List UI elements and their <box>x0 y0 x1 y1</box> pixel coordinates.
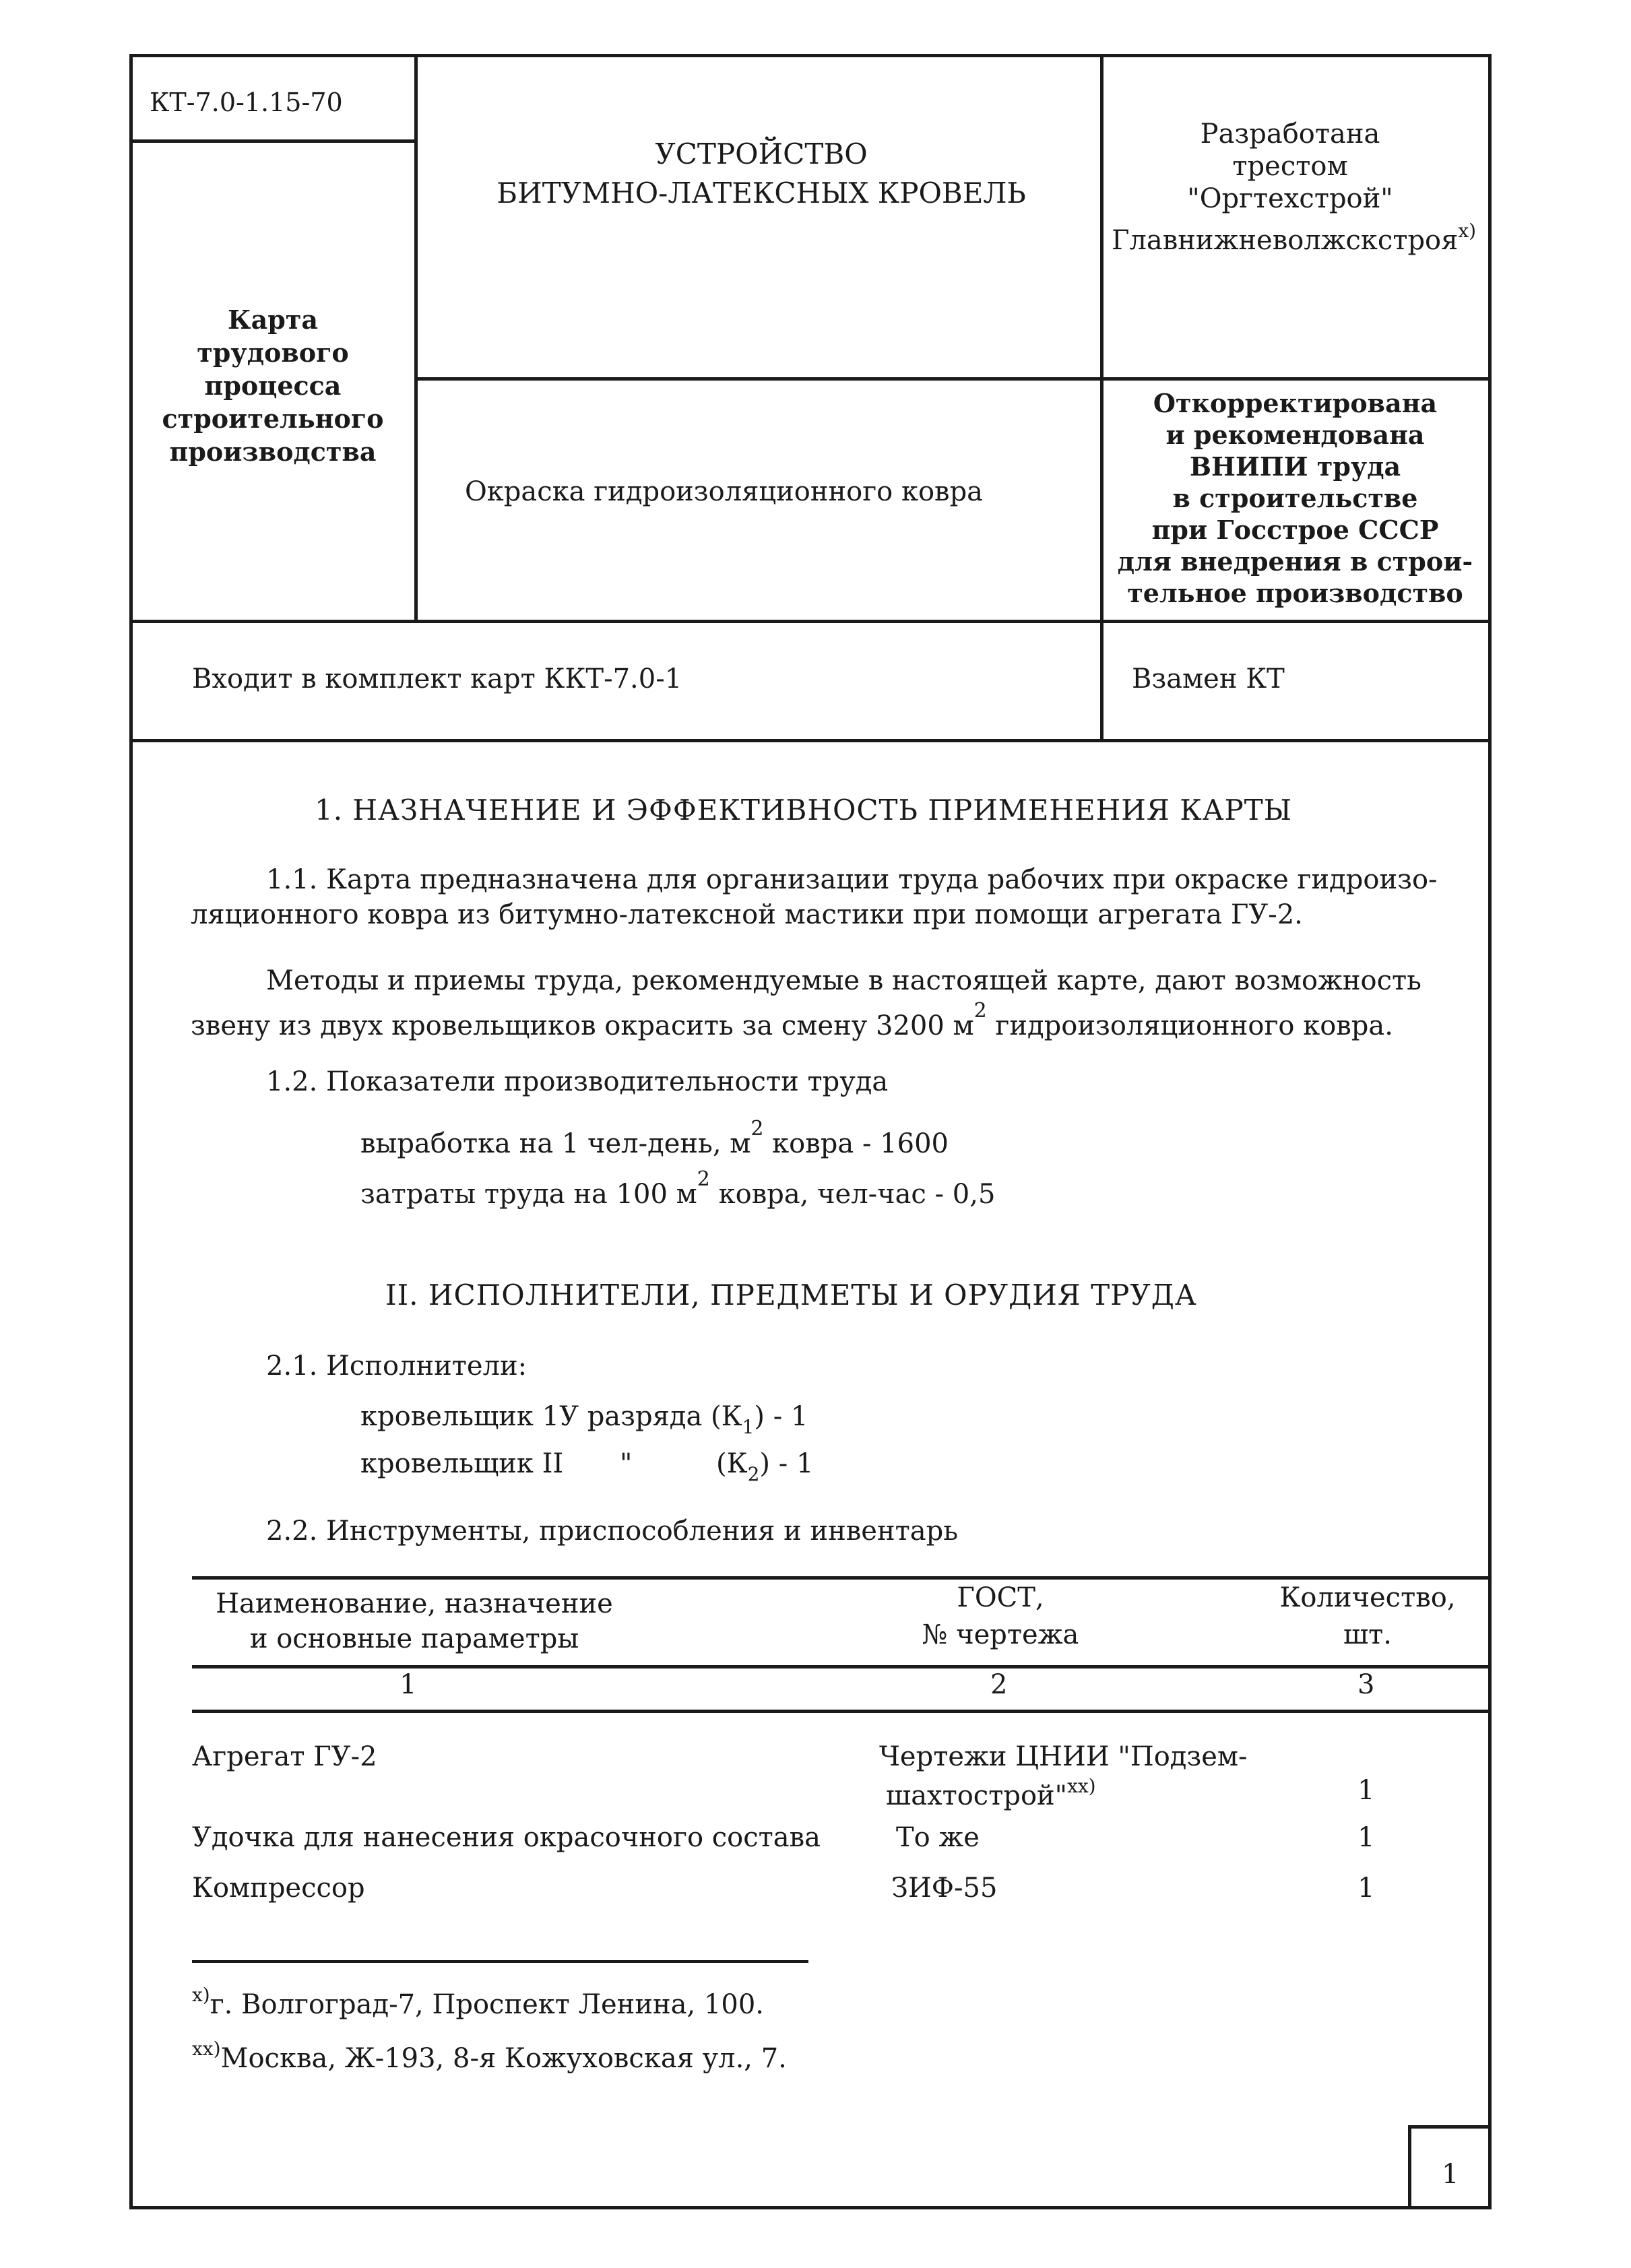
table-header-gost: ГОСТ, № чертежа <box>922 1582 1079 1650</box>
footnote-separator <box>192 1960 808 1963</box>
replaces-note: Взамен КТ <box>1132 663 1285 694</box>
header-mid-line <box>414 377 1492 381</box>
indicator-labor: затраты труда на 100 $м^2$ ковра, чел-час - 0,5 <box>360 1167 996 1210</box>
table-header-quantity: Количество, шт. <box>1279 1582 1456 1650</box>
card-code: КТ-7.0-1.15-70 <box>150 88 343 117</box>
table-col-number-1: 1 <box>399 1669 417 1700</box>
tool-quantity: 1 <box>1357 1822 1375 1853</box>
table-col-number-3: 3 <box>1357 1669 1375 1700</box>
tool-quantity: 1 <box>1357 1873 1375 1904</box>
footnote-marker: хх) <box>1067 1775 1096 1797</box>
tool-gost: Чертежи ЦНИИ "Подзем- <box>879 1741 1248 1772</box>
footnote-2: $^{хх)}$Москва, Ж-193, 8-я Кожуховская ул., 7. <box>192 2038 787 2074</box>
paragraph-2-2: 2.2. Инструменты, приспособления и инвентарь <box>266 1516 958 1547</box>
tool-gost: То же <box>896 1822 980 1853</box>
table-header-line <box>192 1665 1492 1668</box>
worker-2: кровельщик II " $(К_2) - 1$ <box>360 1448 814 1485</box>
tool-name: Компрессор <box>192 1873 365 1904</box>
indicator-output: выработка на 1 чел-день, $м^2$ ковра - 1600 <box>360 1117 949 1159</box>
document-title: УСТРОЙСТВО БИТУМНО-ЛАТЕКСНЫХ КРОВЕЛЬ <box>497 137 1026 209</box>
tool-gost: ЗИФ-55 <box>891 1873 998 1904</box>
table-col-number-2: 2 <box>990 1669 1008 1700</box>
header-bottom-line <box>129 739 1492 742</box>
worker-1: кровельщик 1У разряда $(К_1) - 1$ <box>360 1401 808 1438</box>
paragraph-1-1-line1: 1.1. Карта предназначена для организации труда рабочих при окраске гидроизо- <box>266 864 1438 895</box>
section2-heading: II. ИСПОЛНИТЕЛИ, ПРЕДМЕТЫ И ОРУДИЯ ТРУДА <box>385 1278 1197 1311</box>
table-header-name: Наименование, назначение и основные параметры <box>216 1588 613 1654</box>
header-lower-line <box>129 620 1492 623</box>
header-divider-right <box>1100 54 1104 741</box>
table-numbers-line <box>192 1710 1492 1713</box>
section1-heading: 1. НАЗНАЧЕНИЕ И ЭФФЕКТИВНОСТЬ ПРИМЕНЕНИЯ КАРТЫ <box>315 793 1293 827</box>
paragraph-methods-line1: Методы и приемы труда, рекомендуемые в настоящей карте, дают возможность <box>266 965 1421 996</box>
paragraph-2-1: 2.1. Исполнители: <box>266 1351 527 1382</box>
card-type: Карта трудового процесса строительного производства <box>162 304 384 467</box>
tool-gost-line2: шахтострой"$^{хх)}$ <box>886 1775 1096 1811</box>
footnote-marker: х) <box>1458 220 1477 242</box>
tool-quantity: 1 <box>1357 1775 1375 1806</box>
tool-name: Агрегат ГУ-2 <box>192 1741 377 1772</box>
document-subtitle: Окраска гидроизоляционного ковра <box>465 476 984 507</box>
tool-name: Удочка для нанесения окрасочного состава <box>192 1822 821 1853</box>
table-row <box>192 1822 1472 1856</box>
paragraph-1-2: 1.2. Показатели производительности труда <box>266 1066 889 1097</box>
code-box-bottom <box>129 139 416 143</box>
table-row <box>192 1873 1472 1906</box>
set-note: Входит в комплект карт ККТ-7.0-1 <box>192 663 682 694</box>
page-number: 1 <box>1442 2159 1459 2190</box>
paragraph-methods-line2: звену из двух кровельщиков окрасить за смену 3200 $м^2$ гидроизоляционного ковра. <box>191 999 1393 1041</box>
correction-block: Откорректирована и рекомендована ВНИПИ труда в строительстве при Госстрое СССР для внедрения в строи- тельное производство <box>1117 388 1473 608</box>
table-row <box>192 1741 1472 1811</box>
footnote-1: $^{х)}$г. Волгоград-7, Проспект Ленина, 100. <box>192 1984 764 2020</box>
ditto-mark: " <box>620 1448 633 1479</box>
paragraph-1-1-line2: ляционного ковра из битумно-латексной мастики при помощи агрегата ГУ-2. <box>191 899 1303 930</box>
developer-block: Разработана трестом "Оргтехстрой" Главнижневолжскстроя$^{х)}$ <box>1112 119 1477 256</box>
